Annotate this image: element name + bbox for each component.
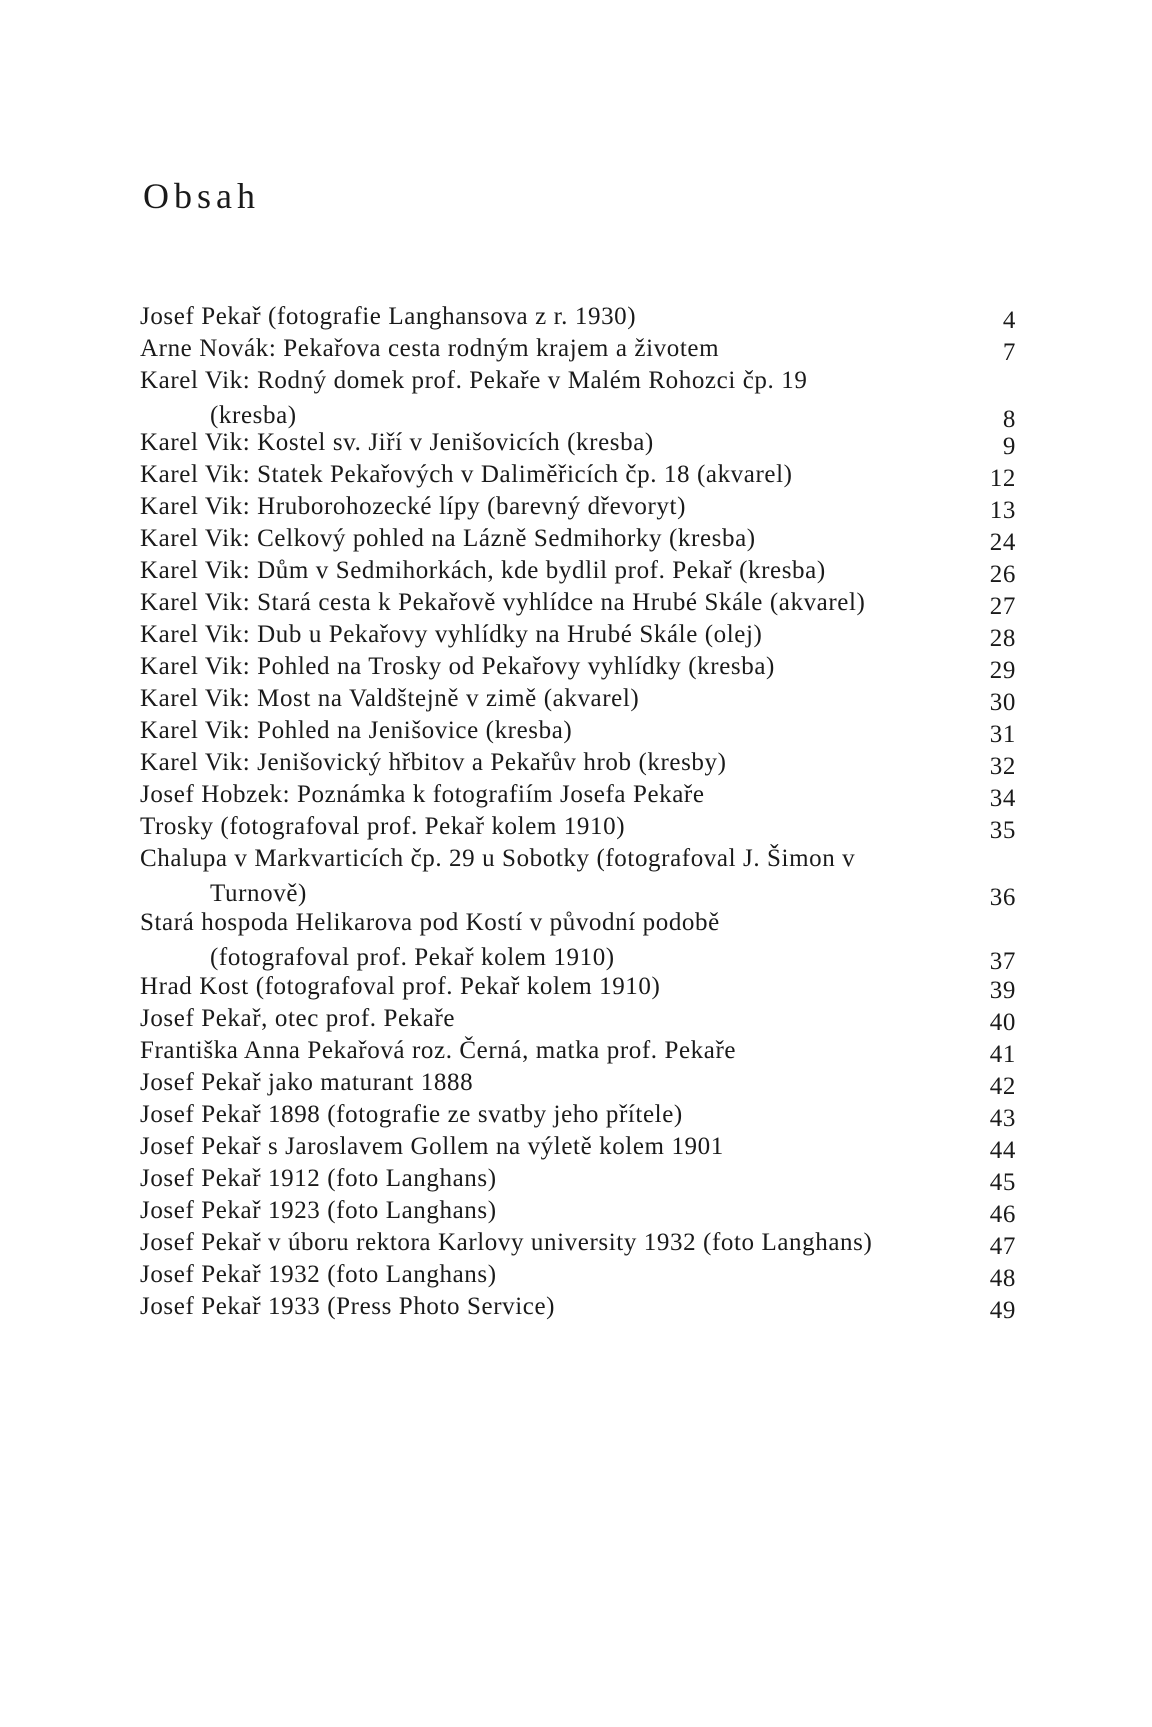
toc-entry-page: 32 — [989, 753, 1016, 780]
toc-entry-page: 43 — [989, 1105, 1016, 1132]
toc-entry-title: Josef Pekař 1923 (foto Langhans) — [140, 1197, 497, 1224]
toc-entry-title: Karel Vik: Stará cesta k Pekařově vyhlídce na Hrubé Skále (akvarel) — [140, 589, 866, 616]
toc-entry-title: Josef Pekař (fotografie Langhansova z r. 1930) — [140, 303, 637, 330]
toc-entry-page: 46 — [989, 1201, 1016, 1228]
toc-entry — [140, 300, 1016, 335]
toc-entry-title: Josef Pekař 1912 (foto Langhans) — [140, 1165, 497, 1192]
toc-entry — [140, 714, 1016, 749]
toc-entry — [140, 364, 1016, 433]
toc-entry-page: 13 — [989, 497, 1016, 524]
toc-entry-page: 30 — [989, 689, 1016, 716]
toc-entry-title: Josef Hobzek: Poznámka k fotografiím Josefa Pekaře — [140, 781, 705, 808]
toc-entry — [140, 458, 1016, 493]
toc-entry-page: 4 — [1002, 307, 1016, 334]
toc-entry-title: Josef Pekař, otec prof. Pekaře — [140, 1005, 456, 1032]
toc-entry-title: Karel Vik: Jenišovický hřbitov a Pekařův hrob (kresby) — [140, 749, 727, 776]
toc-entry-title: Josef Pekař s Jaroslavem Gollem na výletě kolem 1901 — [140, 1133, 724, 1160]
toc-entry-title: Karel Vik: Rodný domek prof. Pekaře v Malém Rohozci čp. 19 (kresba) — [140, 367, 808, 429]
toc-entry-title: Karel Vik: Kostel sv. Jiří v Jenišovicích (kresba) — [140, 429, 654, 456]
toc-entry — [140, 650, 1016, 685]
toc-entry — [140, 1066, 1016, 1101]
toc-entry — [140, 810, 1016, 845]
toc-entry-page: 40 — [989, 1009, 1016, 1036]
toc-entry-page: 26 — [989, 561, 1016, 588]
toc-entry-title: Františka Anna Pekařová roz. Černá, matka prof. Pekaře — [140, 1037, 737, 1064]
toc-entry-page: 27 — [989, 593, 1016, 620]
toc-entry-page: 8 — [1002, 405, 1016, 433]
toc-entry — [140, 1290, 1016, 1325]
toc-entry-page: 42 — [989, 1073, 1016, 1100]
toc-entry-page: 44 — [989, 1137, 1016, 1164]
toc-entry — [140, 1130, 1016, 1165]
toc-entry — [140, 1162, 1016, 1197]
toc-entry-page: 45 — [989, 1169, 1016, 1196]
toc-entry-title: Josef Pekař 1933 (Press Photo Service) — [140, 1293, 556, 1320]
toc-entry-page: 29 — [989, 657, 1016, 684]
toc-entry-title: Josef Pekař 1898 (fotografie ze svatby jeho přítele) — [140, 1101, 683, 1128]
toc-entry-page: 9 — [1002, 433, 1016, 460]
toc-entry — [140, 1034, 1016, 1069]
toc-entry-title: Karel Vik: Dům v Sedmihorkách, kde bydlil prof. Pekař (kresba) — [140, 557, 826, 584]
toc-entry — [140, 842, 1016, 911]
toc-entry-title: Karel Vik: Pohled na Jenišovice (kresba) — [140, 717, 573, 744]
toc-entry-title: Trosky (fotografoval prof. Pekař kolem 1910) — [140, 813, 626, 840]
toc-entry — [140, 586, 1016, 621]
toc-entry — [140, 970, 1016, 1005]
toc-entry-page: 31 — [989, 721, 1016, 748]
toc-entry-title: Arne Novák: Pekařova cesta rodným krajem a životem — [140, 335, 720, 362]
toc-entry-page: 34 — [989, 785, 1016, 812]
toc-entry-page: 39 — [989, 977, 1016, 1004]
toc-entry-title: Josef Pekař jako maturant 1888 — [140, 1069, 474, 1096]
toc-entry — [140, 746, 1016, 781]
toc-entry-page: 7 — [1002, 339, 1016, 366]
toc-entry-title: Karel Vik: Celkový pohled na Lázně Sedmihorky (kresba) — [140, 525, 756, 552]
toc-entry-title: Karel Vik: Dub u Pekařovy vyhlídky na Hrubé Skále (olej) — [140, 621, 763, 648]
toc-entry-page: 47 — [989, 1233, 1016, 1260]
toc-entry-title: Karel Vik: Hruborohozecké lípy (barevný dřevoryt) — [140, 493, 687, 520]
toc-entry-page: 36 — [989, 883, 1016, 911]
toc-entry — [140, 490, 1016, 525]
toc-entry-page: 12 — [989, 465, 1016, 492]
toc-entry-page: 37 — [989, 947, 1016, 975]
toc-entry — [140, 1002, 1016, 1037]
toc-entry-page: 48 — [989, 1265, 1016, 1292]
toc-entry-title: Chalupa v Markvarticích čp. 29 u Sobotky (fotografoval J. Šimon v Turnově) — [140, 845, 856, 907]
toc-entry — [140, 426, 1016, 461]
toc-entry-title: Hrad Kost (fotografoval prof. Pekař kolem 1910) — [140, 973, 661, 1000]
toc-entry — [140, 1194, 1016, 1229]
toc-entry-title: Karel Vik: Most na Valdštejně v zimě (akvarel) — [140, 685, 640, 712]
toc-entry-title: Stará hospoda Helikarova pod Kostí v původní podobě (fotografoval prof. Pekař kolem 1910) — [140, 909, 720, 971]
toc-entry-page: 35 — [989, 817, 1016, 844]
toc-entry — [140, 554, 1016, 589]
toc-entry — [140, 906, 1016, 975]
toc-entry-title: Karel Vik: Statek Pekařových v Daliměřicích čp. 18 (akvarel) — [140, 461, 793, 488]
toc-entry — [140, 332, 1016, 367]
toc-entry-page: 49 — [989, 1297, 1016, 1324]
toc-entry — [140, 1258, 1016, 1293]
toc-entry-title: Karel Vik: Pohled na Trosky od Pekařovy vyhlídky (kresba) — [140, 653, 775, 680]
toc-entry-page: 41 — [989, 1041, 1016, 1068]
toc-entry — [140, 1098, 1016, 1133]
toc-entry — [140, 618, 1016, 653]
toc-entry-title: Josef Pekař v úboru rektora Karlovy university 1932 (foto Langhans) — [140, 1229, 873, 1256]
toc-entry-page: 24 — [989, 529, 1016, 556]
toc-entry — [140, 682, 1016, 717]
toc-entry — [140, 522, 1016, 557]
toc-entry-title: Josef Pekař 1932 (foto Langhans) — [140, 1261, 497, 1288]
toc-entry — [140, 1226, 1016, 1261]
toc-entry — [140, 778, 1016, 813]
page-title: Obsah — [143, 176, 260, 216]
toc-entry-page: 28 — [989, 625, 1016, 652]
